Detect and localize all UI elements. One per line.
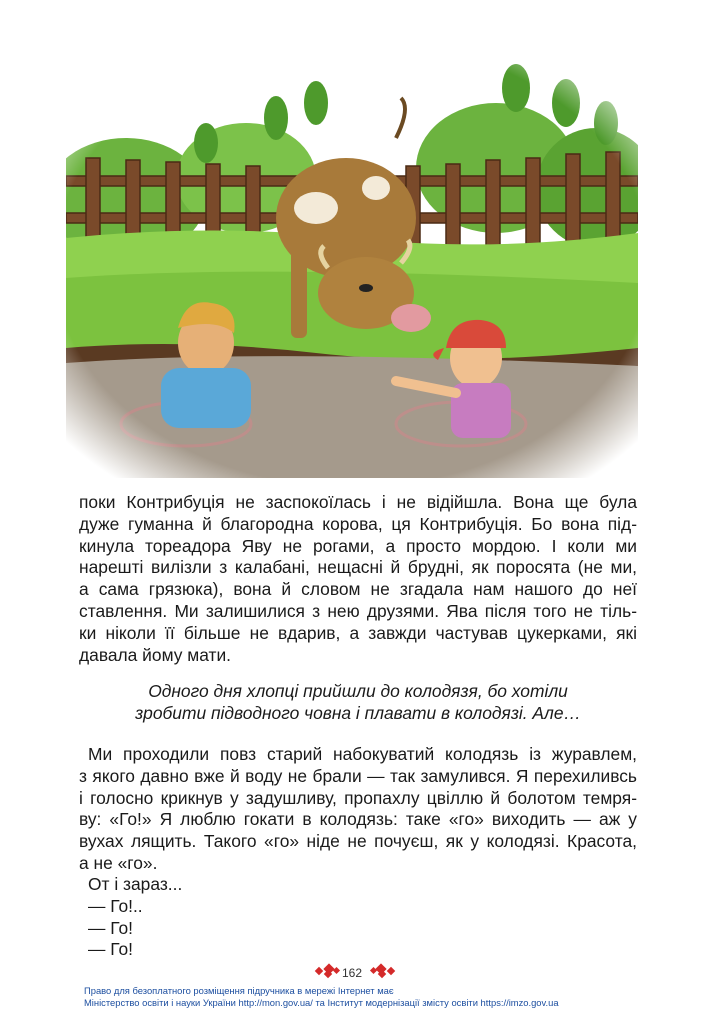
text-line: ставлення. Ми залишилися з нею друзями. Ява після того не тіль- bbox=[79, 600, 637, 621]
footer-links-text[interactable]: Міністерство освіти і науки України http://mon.gov.ua/ та Інститут модернізації змісту освіти https://imzo.gov.ua bbox=[84, 997, 559, 1008]
text-line: поки Контрибуція не заспокоїлась і не відійшла. Вона ще була bbox=[79, 492, 637, 512]
text-line: кинула тореадора Яву не рогами, а просто мордою. І коли ми bbox=[79, 535, 637, 556]
footer-rights-text: Право для безоплатного розміщення підручника в мережі Інтернет має bbox=[84, 985, 394, 996]
text-line: ки ніколи її більше не вдарив, а завжди частував цукерками, які bbox=[79, 622, 637, 643]
text-line: а не «го». bbox=[79, 852, 158, 873]
illustration-image bbox=[66, 48, 638, 478]
dialog-lines bbox=[79, 874, 637, 961]
page-number: 162 bbox=[341, 966, 363, 980]
intro-line: зробити підводного човна і плавати в колодязі. Але… bbox=[135, 702, 581, 723]
dialog-line: От і зараз... bbox=[88, 874, 183, 894]
dialog-line: — Го! bbox=[88, 939, 133, 960]
text-line: вухах лящить. Такого «го» ніде не почуєш, як у колодязі. Красота, bbox=[79, 831, 637, 852]
text-line: Ми проходили повз старий набокуватий колодязь із журавлем, bbox=[88, 744, 637, 764]
text-line: давала йому мати. bbox=[79, 644, 232, 665]
text-line: дуже гуманна й благородна корова, ця Контрибуція. Бо вона під- bbox=[79, 513, 637, 534]
italic-intro bbox=[79, 681, 637, 725]
text-line: ву: «Го!» Я люблю гокати в колодязь: таке «го» виходить — аж у bbox=[79, 809, 637, 830]
text-line: а сама грязюка), вона й словом не згадала нам нашого до неї bbox=[79, 579, 637, 600]
text-line: з якого давно вже й воду не брали — так замулився. Я перехиливсь bbox=[79, 765, 637, 786]
dialog-line: — Го!.. bbox=[88, 895, 143, 916]
intro-line: Одного дня хлопці прийшли до колодязя, бо хотіли bbox=[148, 681, 568, 701]
text-line: нарешті вилізли з калабані, нещасні й брудні, як поросята (не ми, bbox=[79, 557, 637, 578]
paragraph-well bbox=[79, 744, 637, 875]
text-line: і голосно крикнув у задушливу, пропахлу цвіллю й болотом темря- bbox=[79, 787, 637, 808]
ornament-right-icon bbox=[368, 962, 398, 980]
dialog-line: — Го! bbox=[88, 917, 133, 938]
paragraph-main bbox=[79, 492, 637, 666]
